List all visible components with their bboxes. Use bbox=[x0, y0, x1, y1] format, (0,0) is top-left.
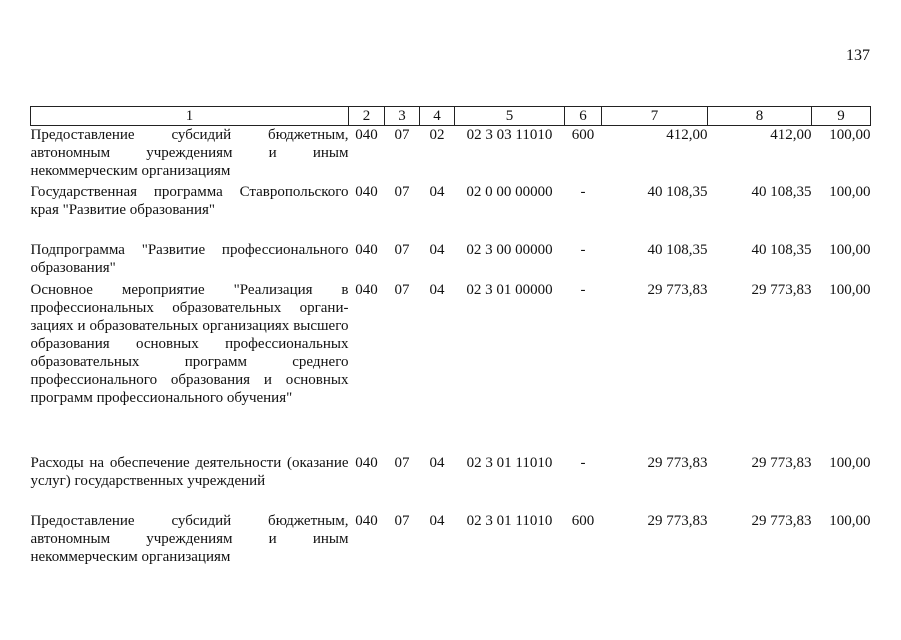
section-code: 07 bbox=[394, 281, 410, 298]
page-number: 137 bbox=[846, 47, 870, 64]
executed-amount: 29 773,83 bbox=[751, 512, 812, 529]
ministry-code: 040 bbox=[355, 281, 378, 298]
expense-type: - bbox=[580, 183, 586, 200]
plan-amount: 412,00 bbox=[666, 127, 708, 143]
table-row bbox=[31, 454, 871, 512]
section-code: 07 bbox=[394, 454, 410, 471]
table-row bbox=[31, 241, 871, 281]
ministry-code: 040 bbox=[355, 512, 378, 529]
row-name: Предоставление субсидий бюджетным, автономным учреждениям и иным некоммерческим организациям bbox=[30, 127, 349, 179]
column-header: 9 bbox=[812, 107, 871, 126]
ministry-code: 040 bbox=[355, 241, 378, 258]
section-code: 07 bbox=[394, 127, 410, 143]
table-row bbox=[31, 281, 871, 454]
execution-percent: 100,00 bbox=[829, 281, 871, 298]
section-code: 07 bbox=[394, 512, 410, 529]
expense-type: 600 bbox=[571, 512, 595, 529]
executed-amount: 40 108,35 bbox=[751, 241, 812, 258]
target-code: 02 3 03 11010 bbox=[466, 127, 553, 143]
subsection-code: 04 bbox=[429, 241, 445, 258]
expense-type: 600 bbox=[571, 127, 595, 143]
subsection-code: 02 bbox=[429, 127, 445, 143]
section-code: 07 bbox=[394, 183, 410, 200]
expense-type: - bbox=[580, 281, 586, 298]
plan-amount: 40 108,35 bbox=[647, 241, 708, 258]
column-header: 2 bbox=[349, 107, 385, 126]
budget-table bbox=[30, 106, 871, 568]
ministry-code: 040 bbox=[355, 183, 378, 200]
row-name: Основное мероприятие "Реализация в профессиональных образовательных организациях и образовательных организациях высшего образования основных профессиональных образовательных программ среднего профессионального образования и основных программ профессионального обучения" bbox=[30, 281, 349, 406]
target-code: 02 0 00 00000 bbox=[466, 183, 553, 200]
subsection-code: 04 bbox=[429, 512, 445, 529]
execution-percent: 100,00 bbox=[829, 241, 871, 258]
subsection-code: 04 bbox=[429, 281, 445, 298]
executed-amount: 412,00 bbox=[770, 127, 812, 143]
section-code: 07 bbox=[394, 241, 410, 258]
subsection-code: 04 bbox=[429, 454, 445, 471]
column-number-row bbox=[31, 107, 871, 126]
column-header: 6 bbox=[565, 107, 602, 126]
row-name: Подпрограмма "Развитие профессионального образования" bbox=[30, 241, 349, 276]
row-name: Предоставление субсидий бюджетным, автономным учреждениям и иным некоммерческим организациям bbox=[30, 512, 349, 565]
ministry-code: 040 bbox=[355, 127, 378, 143]
executed-amount: 29 773,83 bbox=[751, 454, 812, 471]
table-row bbox=[31, 126, 871, 183]
column-header: 5 bbox=[455, 107, 565, 126]
target-code: 02 3 01 00000 bbox=[466, 281, 553, 298]
target-code: 02 3 00 00000 bbox=[466, 241, 553, 258]
row-name: Расходы на обеспечение деятельности (оказание услуг) государственных учреждений bbox=[30, 454, 349, 489]
column-header: 1 bbox=[31, 107, 349, 126]
ministry-code: 040 bbox=[355, 454, 378, 471]
column-header: 8 bbox=[708, 107, 812, 126]
expense-type: - bbox=[580, 454, 586, 471]
execution-percent: 100,00 bbox=[829, 127, 871, 143]
plan-amount: 40 108,35 bbox=[647, 183, 708, 200]
column-header: 3 bbox=[385, 107, 420, 126]
row-name: Государственная программа Ставропольского края "Развитие образования" bbox=[30, 183, 349, 218]
target-code: 02 3 01 11010 bbox=[466, 512, 553, 529]
plan-amount: 29 773,83 bbox=[647, 454, 708, 471]
column-header: 4 bbox=[420, 107, 455, 126]
execution-percent: 100,00 bbox=[829, 454, 871, 471]
execution-percent: 100,00 bbox=[829, 183, 871, 200]
table-row bbox=[31, 512, 871, 568]
executed-amount: 40 108,35 bbox=[751, 183, 812, 200]
plan-amount: 29 773,83 bbox=[647, 281, 708, 298]
subsection-code: 04 bbox=[429, 183, 445, 200]
target-code: 02 3 01 11010 bbox=[466, 454, 553, 471]
plan-amount: 29 773,83 bbox=[647, 512, 708, 529]
table-row bbox=[31, 183, 871, 241]
executed-amount: 29 773,83 bbox=[751, 281, 812, 298]
execution-percent: 100,00 bbox=[829, 512, 871, 529]
expense-type: - bbox=[580, 241, 586, 258]
column-header: 7 bbox=[602, 107, 708, 126]
